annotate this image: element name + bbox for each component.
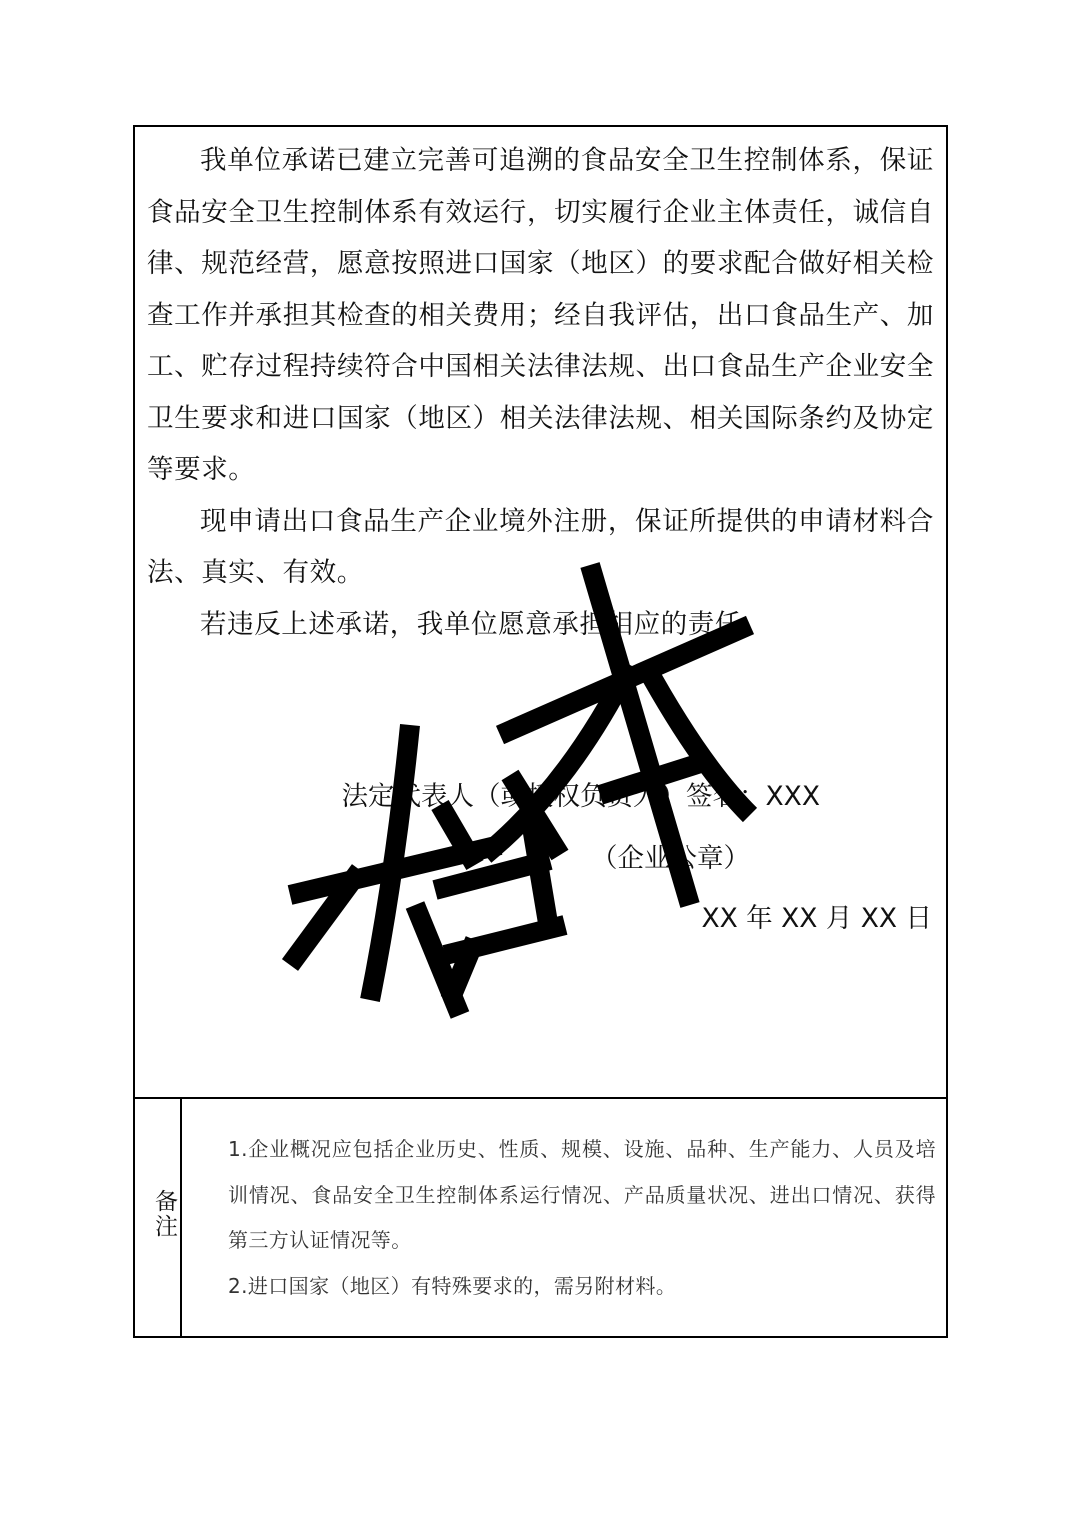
- remarks-notes: [228, 1127, 936, 1309]
- company-seal-line: （企业公章）: [591, 843, 750, 874]
- commitment-paragraph-1: 我单位承诺已建立完善可追溯的食品安全卫生控制体系，保证食品安全卫生控制体系有效运行，切实履行企业主体责任，诚信自律、规范经营，愿意按照进口国家（地区）的要求配合做好相关检查工作并承担其检查的相关费用；经自我评估，出口食品生产、加工、贮存过程持续符合中国相关法律法规、出口食品生产企业安全卫生要求和进口国家（地区）相关法律法规、相关国际条约及协定等要求。: [147, 145, 934, 485]
- date-line: XX 年 XX 月 XX 日: [701, 903, 932, 934]
- signature-line: 法定代表人（或授权负责人）签名：XXX: [341, 781, 820, 812]
- commitment-paragraph-3: 若违反上述承诺，我单位愿意承担相应的责任。: [200, 608, 770, 640]
- remarks-row: [135, 1097, 946, 1336]
- declaration-form-table: [133, 125, 948, 1338]
- remarks-note-1: 1.企业概况应包括企业历史、性质、规模、设施、品种、生产能力、人员及培训情况、食品安全卫生控制体系运行情况、产品质量状况、进出口情况、获得第三方认证情况等。: [228, 1137, 936, 1252]
- commitment-cell: [135, 127, 946, 1099]
- remarks-label: 备注: [151, 1189, 177, 1239]
- commitment-paragraph-2: 现申请出口食品生产企业境外注册，保证所提供的申请材料合法、真实、有效。: [147, 505, 934, 588]
- remarks-note-2: 2.进口国家（地区）有特殊要求的，需另附材料。: [228, 1273, 677, 1298]
- commitment-body: [147, 135, 934, 650]
- remarks-label-cell: [135, 1097, 182, 1336]
